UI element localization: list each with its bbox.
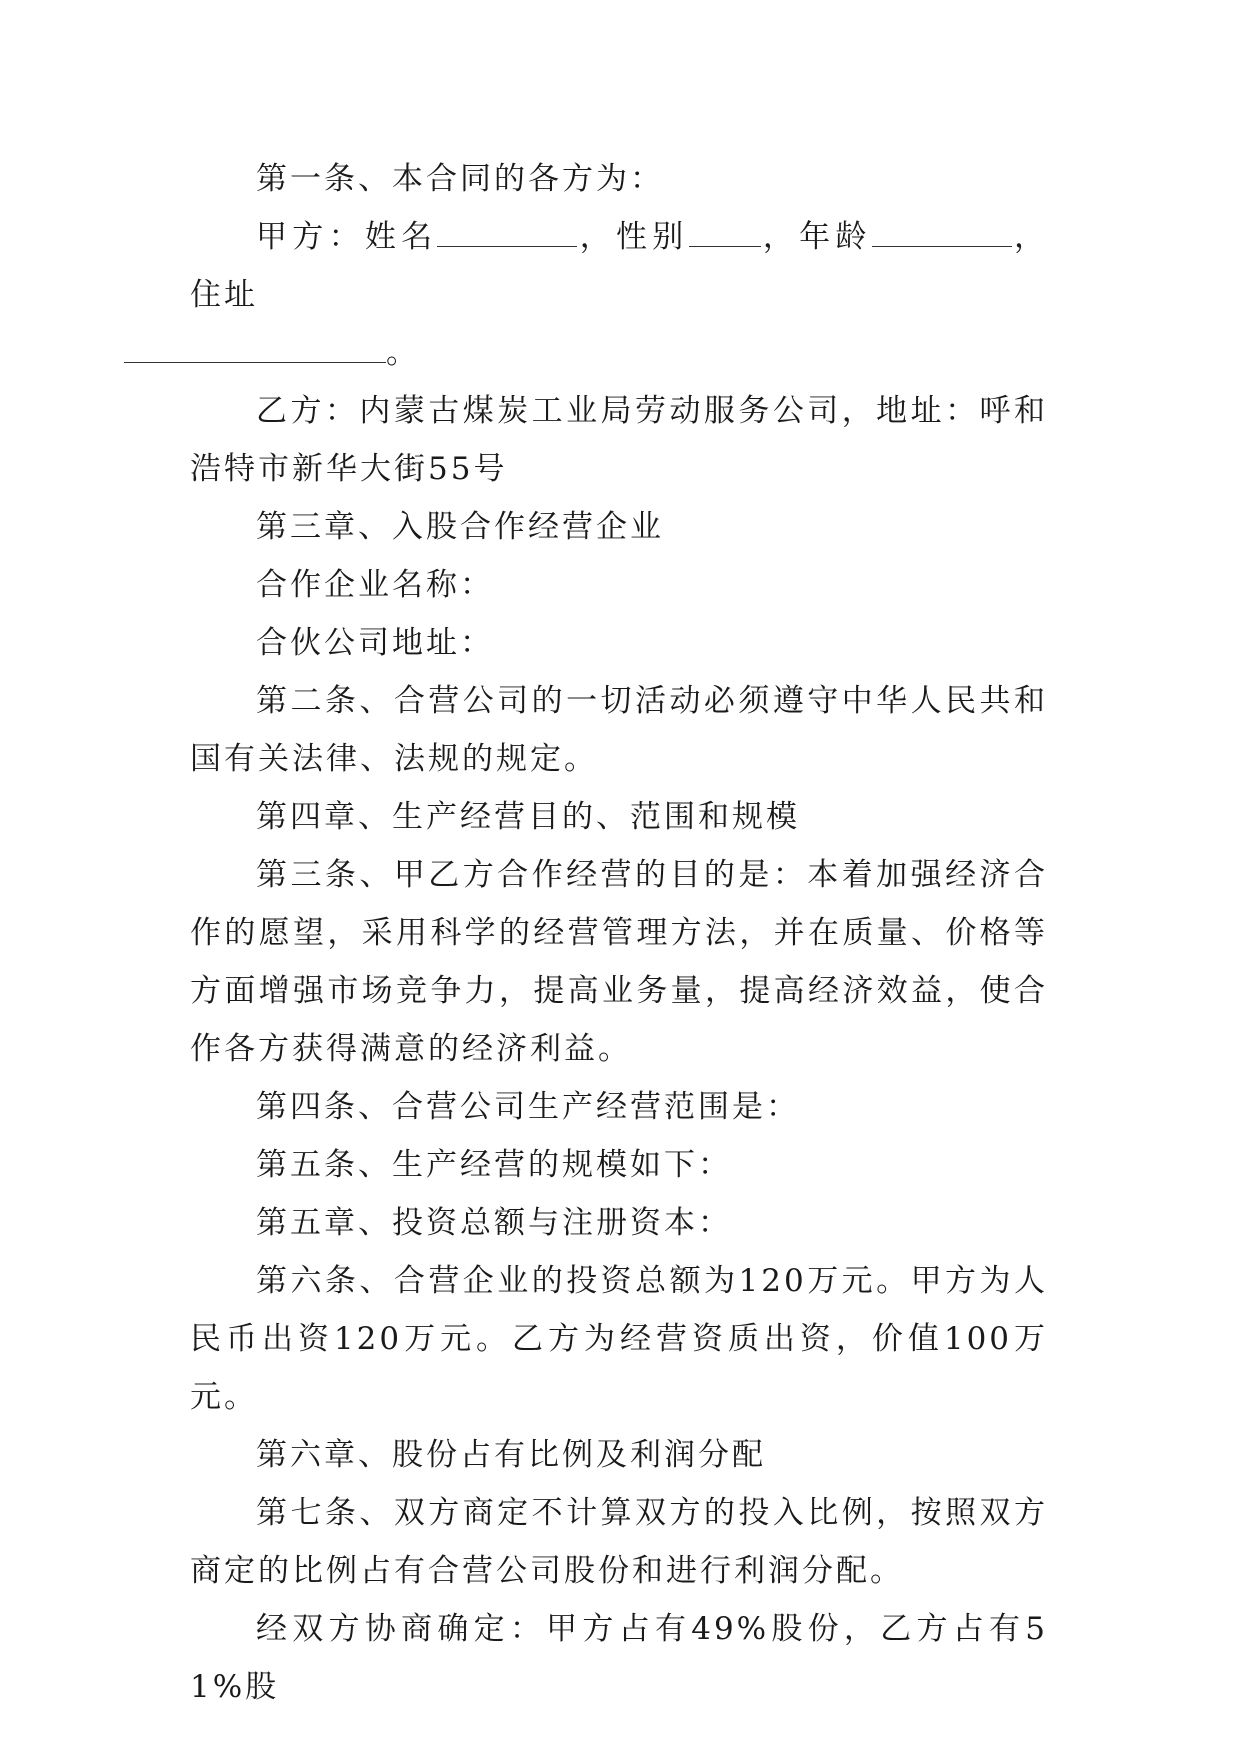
sex-blank[interactable] — [689, 216, 761, 247]
party-a-age-label: ，年龄 — [760, 219, 872, 255]
party-a — [190, 208, 1048, 382]
article-4: 第四条、合营公司生产经营范围是： — [256, 1089, 800, 1125]
party-a-sex-label: ，性别 — [577, 219, 689, 255]
address-blank[interactable] — [124, 332, 386, 363]
chapter-4-heading: 第四章、生产经营目的、范围和规模 — [256, 799, 800, 835]
company-address-field: 合伙公司地址： — [256, 625, 494, 661]
party-a-name-label: 甲方：姓名 — [256, 219, 438, 255]
article-3: 第三条、甲乙方合作经营的目的是：本着加强经济合作的愿望，采用科学的经营管理方法，并在质量、价格等方面增强市场竞争力，提高业务量，提高经济效益，使合作各方获得满意的经济利益。 — [190, 857, 1048, 1067]
article-2: 第二条、合营公司的一切活动必须遵守中华人民共和国有关法律、法规的规定。 — [190, 683, 1048, 777]
article-7: 第七条、双方商定不计算双方的投入比例，按照双方商定的比例占有合营公司股份和进行利润分配。 — [190, 1495, 1048, 1589]
chapter-6-heading: 第六章、股份占有比例及利润分配 — [256, 1437, 766, 1473]
article-5: 第五条、生产经营的规模如下： — [256, 1147, 732, 1183]
chapter-3-heading: 第三章、入股合作经营企业 — [256, 509, 664, 545]
document-page — [190, 150, 1048, 1716]
article-6: 第六条、合营企业的投资总额为120万元。甲方为人民币出资120万元。乙方为经营资质出资，价值100万元。 — [190, 1263, 1048, 1415]
article-1: 第一条、本合同的各方为： — [256, 161, 664, 197]
age-blank[interactable] — [872, 216, 1012, 247]
name-blank[interactable] — [437, 216, 577, 247]
chapter-5-heading: 第五章、投资总额与注册资本： — [256, 1205, 732, 1241]
party-a-address-label: ，住址 — [190, 219, 1049, 313]
company-name-field: 合作企业名称： — [256, 567, 494, 603]
share-agreement: 经双方协商确定：甲方占有49%股份，乙方占有51%股 — [190, 1611, 1048, 1705]
party-b: 乙方：内蒙古煤炭工业局劳动服务公司，地址：呼和浩特市新华大街55号 — [190, 393, 1048, 487]
party-a-end: 。 — [386, 335, 420, 371]
